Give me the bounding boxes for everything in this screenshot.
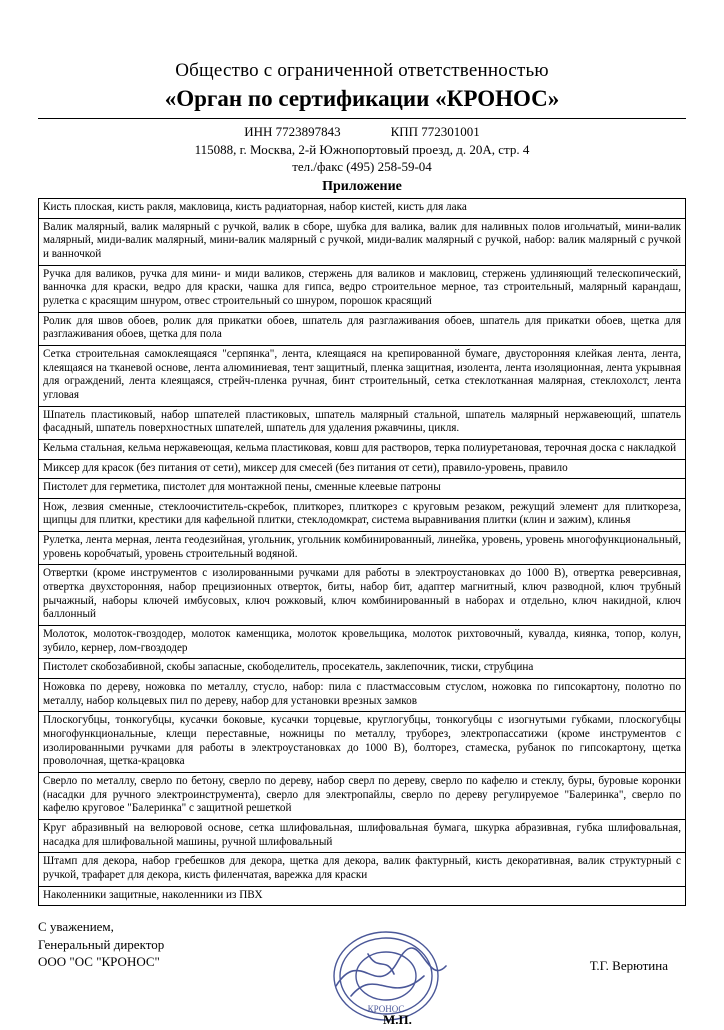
document-header — [38, 60, 686, 175]
table-row — [39, 265, 686, 312]
scope-cell: Штамп для декора, набор гребешков для декора, щетка для декора, валик фактурный, кисть декоративная, валик структурный с ручкой, трафарет для декора, кисть филенчатая, варежка для краски — [39, 853, 686, 886]
table-row — [39, 712, 686, 773]
table-row — [39, 532, 686, 565]
table-row — [39, 626, 686, 659]
table-row — [39, 886, 686, 906]
header-divider — [38, 118, 686, 119]
signer-name: Т.Г. Верютина — [589, 958, 668, 974]
organization-phone: тел./факс (495) 258-59-04 — [292, 159, 432, 174]
scope-cell: Наколенники защитные, наколенники из ПВХ — [39, 886, 686, 906]
scope-cell: Кисть плоская, кисть ракля, макловица, кисть радиаторная, набор кистей, кисть для лака — [39, 199, 686, 219]
scope-cell: Рулетка, лента мерная, лента геодезийная, угольник, угольник комбинированный, линейка, уровень, уровень многофункциональный, уровень коробчатый, уровень строительный водяной. — [39, 532, 686, 565]
table-row — [39, 459, 686, 479]
scope-cell: Нож, лезвия сменные, стеклоочиститель-скребок, плиткорез, плиткорез с круговым резаком, режущий элемент для плиткореза, щипцы для плитки, крестики для кафельной плитки, стеклодомкрат, система выравнивания плитки (клин и зажим), клинья — [39, 498, 686, 531]
scope-cell: Пистолет для герметика, пистолет для монтажной пены, сменные клеевые патроны — [39, 479, 686, 499]
scope-cell: Ручка для валиков, ручка для мини- и миди валиков, стержень для валиков и макловиц, стержень удлиняющий телескопический, ванночка для краски, ведро для краски, чашка для гипса, ведро строительное мерное, таз строительный, малярный карандаш, рулетка с красящим шнуром, отвес строительный со шнуром, порошок красящий — [39, 265, 686, 312]
organization-address: 115088, г. Москва, 2-й Южнопортовый проезд, д. 20А, стр. 4 — [194, 142, 530, 157]
scope-cell: Миксер для красок (без питания от сети), миксер для смесей (без питания от сети), правило-уровень, правило — [39, 459, 686, 479]
table-row — [39, 565, 686, 626]
signer-position: Генеральный директор — [38, 936, 165, 952]
page-title: Приложение — [322, 179, 402, 194]
table-row — [39, 819, 686, 852]
scope-cell: Плоскогубцы, тонкогубцы, кусачки боковые, кусачки торцевые, круглогубцы, тонкогубцы с изогнутыми губками, плоскогубцы многофункциональные, клещи переставные, ножницы по металлу, труборез, электропассатижи (кроме инструментов с изолированными ручками для работы в электроустановках до 1000 В), болторез, стамеска, рубанок по гипсокартону, щетка проволочная, щетка-крацовка — [39, 712, 686, 773]
signer-company: ООО "ОС "КРОНОС" — [38, 954, 160, 970]
registration-ids — [38, 124, 686, 140]
table-row — [39, 406, 686, 439]
scope-cell: Валик малярный, валик малярный с ручкой, валик в сборе, шубка для валика, валик для наливных полов игольчатый, мини-валик малярный, миди-валик малярный, мини-валик малярный с ручкой, миди-валик малярный с ручкой, набор: валик малярный с ручкой и ванночкой — [39, 218, 686, 265]
table-row — [39, 199, 686, 219]
table-row — [39, 345, 686, 406]
company-stamp — [306, 926, 466, 1026]
product-scope-table — [38, 198, 686, 906]
kpp-value: КПП 772301001 — [390, 124, 480, 139]
scope-cell: Пистолет скобозабивной, скобы запасные, скободелитель, просекатель, заклепочник, тиски, струбцина — [39, 659, 686, 679]
document-footer — [38, 918, 686, 1028]
table-row — [39, 659, 686, 679]
stamp-seal-icon — [306, 926, 466, 1026]
mp-label: М.П. — [383, 1012, 412, 1028]
scope-cell: Ножовка по дереву, ножовка по металлу, стусло, набор: пила с пластмассовым стуслом, ножовка по гипсокартону, полотно по металлу, набор кольцевых пил по дереву, набор для установки врезных замков — [39, 679, 686, 712]
table-row — [39, 479, 686, 499]
product-scope-body — [39, 199, 686, 906]
table-row — [39, 853, 686, 886]
table-row — [39, 218, 686, 265]
scope-cell: Сетка строительная самоклеящаяся "серпянка", лента, клеящаяся на крепированной бумаге, двусторонняя клейкая лента, лента, клеящаяся на тканевой основе, лента алюминиевая, тент защитный, пленка защитная, изолента, лента изоляционная, лента укрывная для ограждений, лента клеящаяся, стрейч-пленка ручная, бинт строительный, сетка стеклотканная малярная, стеклохолст, лента угловая — [39, 345, 686, 406]
inn-value: ИНН 7723897843 — [244, 124, 341, 139]
regards-line: С уважением, — [38, 919, 114, 935]
scope-cell: Сверло по металлу, сверло по бетону, сверло по дереву, набор сверл по дереву, сверло по кафелю и стеклу, буры, буровые коронки (насадки для ручного электроинструмента), сверло для электропайлы, сверло по дереву регулируемое "Балеринка", сверло по кафелю круговое "Балеринка" с защитной решеткой — [39, 772, 686, 819]
table-row — [39, 679, 686, 712]
scope-cell: Отвертки (кроме инструментов с изолированными ручками для работы в электроустановках до 1000 В), отвертка реверсивная, отвертка двухсторонняя, набор прецизионных отверток, биты, набор бит, адаптер магнитный, ключ разводной, ключ трубный рычажный, наборы ключей имбусовых, ключ рожковый, ключ комбинированный в наборах и отдельно, ключ накидной, ключ баллонный — [39, 565, 686, 626]
scope-cell: Шпатель пластиковый, набор шпателей пластиковых, шпатель малярный стальной, шпатель малярный нержавеющий, шпатель фасадный, шпатель поверхностных шпателей, шпатель для удаления ржавчины, цикля. — [39, 406, 686, 439]
scope-cell: Круг абразивный на велюровой основе, сетка шлифовальная, шлифовальная бумага, шкурка абразивная, губка шлифовальная, насадка для шлифовальной машины, ручной шлифовальный — [39, 819, 686, 852]
table-row — [39, 439, 686, 459]
table-row — [39, 312, 686, 345]
table-row — [39, 772, 686, 819]
table-row — [39, 498, 686, 531]
svg-text:КРОНОС: КРОНОС — [367, 1004, 405, 1015]
scope-cell: Молоток, молоток-гвоздодер, молоток каменщика, молоток кровельщика, молоток рихтовочный, кувалда, киянка, топор, колун, зубило, кернер, лом-гвоздодер — [39, 626, 686, 659]
organization-form: Общество с ограниченной ответственностью — [175, 60, 549, 81]
scope-cell: Кельма стальная, кельма нержавеющая, кельма пластиковая, ковш для растворов, терка полиуретановая, терочная доска с накладкой — [39, 439, 686, 459]
organization-name: «Орган по сертификации «КРОНОС» — [164, 86, 560, 111]
scope-cell: Ролик для швов обоев, ролик для прикатки обоев, шпатель для разглаживания обоев, шпатель для прикатки обоев, щетка для разглаживания обоев, щетка для пола — [39, 312, 686, 345]
